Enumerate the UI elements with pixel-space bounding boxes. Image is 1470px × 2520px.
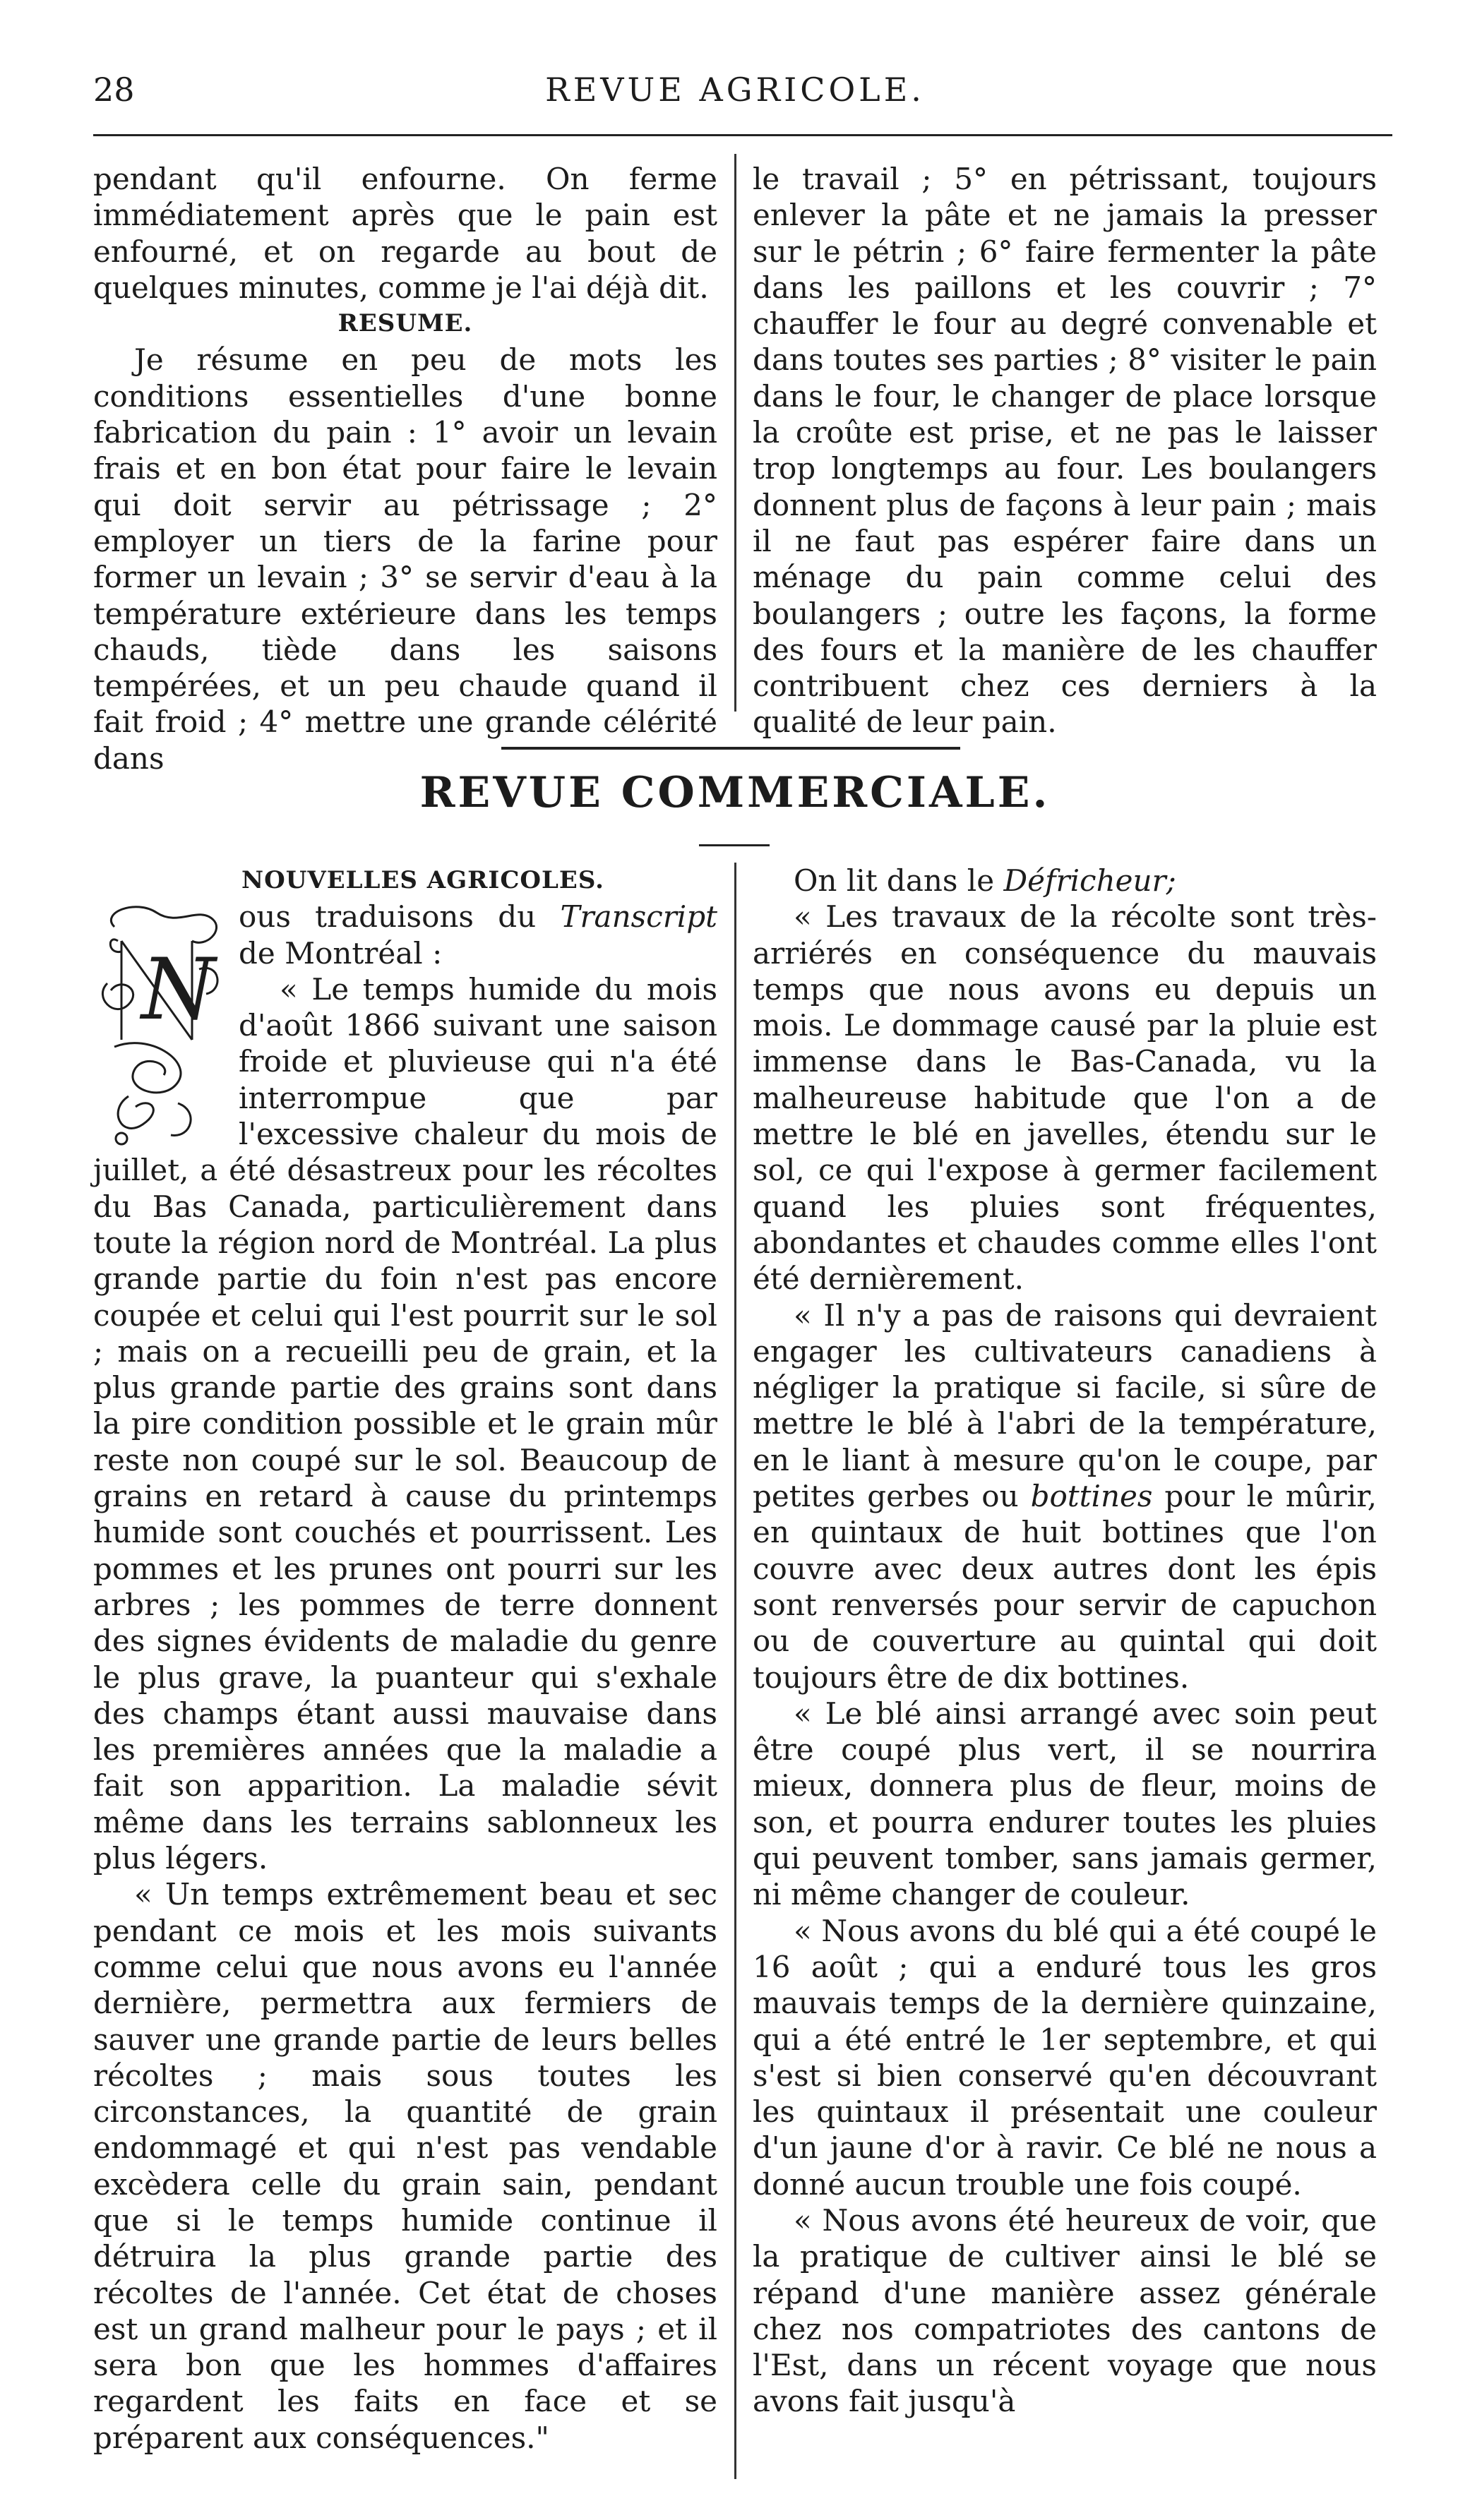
- section-title: REVUE COMMERCIALE.: [419, 768, 1051, 817]
- defricheur-paragraph-4: « Nous avons du blé qui a été coupé le 16 août ; qui a enduré tous les gros mauvais temps de la dernière quinzaine, qui a été entré le 1er septembre, et qui s'est si bien conservé qu'en découvrant les quintaux il présentait une couleur d'un jaune d'or à ravir. Ce blé ne nous a donné aucun trouble une fois coupé.: [753, 1913, 1377, 2202]
- ornamental-dropcap: [93, 899, 230, 1150]
- defricheur-paragraph-1: « Les travaux de la récolte sont très-arriérés en conséquence du mauvais temps que nous avons eu depuis un mois. Le dommage causé par la pluie est immense dans le Bas-Canada, vu la malheureuse habitude que l'on a de mettre le blé en javelles, étendu sur le sol, ce qui l'expose à germer facilement quand les pluies sont fréquentes, abondantes et chaudes comme elles l'ont été dernièrement.: [753, 899, 1377, 1297]
- page-number: 28: [93, 71, 135, 109]
- transcript-paragraph-2: « Un temps extrêmement beau et sec pendant ce mois et les mois suivants comme celui que nous avons eu l'année dernière, permettra aux fermiers de sauver une grande partie de leurs belles récoltes ; mais sous toutes les circonstances, la quantité de grain endommagé et qui n'est pas vendable excèdera celle du grain sain, pendant que si le temps humide continue il détruira la plus grande partie des récoltes de l'année. Cet état de choses est un grand malheur pour le pays ; et il sera bon que les hommes d'affaires regardent les faits en face et se préparent aux conséquences.": [93, 1877, 717, 2455]
- top-column-divider: [734, 154, 736, 712]
- defricheur-paragraph-5: « Nous avons été heureux de voir, que la pratique de cultiver ainsi le blé se répand d'une manière assez générale chez nos compatriotes des cantons de l'Est, dans un récent voyage que nous avons fait jusqu'à: [753, 2202, 1377, 2419]
- intro-line: ous traduisons du Transcript de Montréal :: [239, 899, 717, 971]
- bottom-right-column: [753, 863, 1377, 2420]
- top-right-column: [753, 161, 1377, 740]
- transcript-paragraph-1: « Le temps humide du mois d'août 1866 suivant une saison froide et pluvieuse qui n'a été interrompue que par l'excessive chaleur du mois de juillet, a été désastreux pour les récoltes du Bas Canada, particulièrement dans toute la région nord de Montréal. La plus grande partie du foin n'est pas encore coupée et celui qui l'est pourrit sur le sol ; mais on a recueilli peu de grain, et la plus grande partie des grains sont dans la pire condition possible et le grain mûr reste non coupé sur le sol. Beaucoup de grains en retard à cause du printemps humide sont couchés et pourrissent. Les pommes et les prunes ont pourri sur les arbres ; les pommes de terre donnent des signes évidents de maladie du genre le plus grave, la puanteur qui s'exhale des champs étant aussi mauvaise dans les premières années que la maladie a fait son apparition. La maladie sévit même dans les terrains sablonneux les plus légers.: [93, 971, 717, 1876]
- defricheur-paragraph-3: « Le blé ainsi arrangé avec soin peut être coupé plus vert, il se nourrira mieux, donnera plus de fleur, moins de son, et pourra endurer toutes les pluies qui peuvent tomber, sans jamais germer, ni même changer de couleur.: [753, 1696, 1377, 1912]
- defricheur-paragraph-2: « Il n'y a pas de raisons qui devraient engager les cultivateurs canadiens à négliger la pratique si facile, si sûre de mettre le blé à l'abri de la température, en le liant à mesure qu'on le coupe, par petites gerbes ou bottines pour le mûrir, en quintaux de huit bottines que l'on couvre avec deux autres dont les épis sont renversés pour servir de capuchon ou de couverture au quintal qui doit toujours être de dix bottines.: [753, 1297, 1377, 1695]
- section-short-rule: [699, 844, 770, 846]
- running-title: REVUE AGRICOLE.: [545, 71, 925, 109]
- defricheur-lead: On lit dans le Défricheur;: [794, 863, 1176, 898]
- section-rule: [501, 747, 960, 750]
- continued-paragraph: pendant qu'il enfourne. On ferme immédiatement après que le pain est enfourné, et on regarde au bout de quelques minutes, comme je l'ai déjà dit.: [93, 162, 717, 305]
- nouvelles-subhead: NOUVELLES AGRICOLES.: [241, 866, 605, 894]
- svg-text:N: N: [141, 941, 215, 1040]
- top-left-column: [93, 161, 717, 776]
- header-rule: [93, 134, 1392, 136]
- bottom-column-divider: [734, 863, 736, 2479]
- bottom-left-column: [93, 863, 717, 2456]
- resume-paragraph: Je résume en peu de mots les conditions essentielles d'une bonne fabrication du pain : 1° avoir un levain frais et en bon état pour faire le levain qui doit servir au pétrissage ; 2° employer un tiers de la farine pour former un levain ; 3° se servir d'eau à la température extérieure dans les temps chauds, tiède dans les saisons tempérées, et un peu chaude quand il fait froid ; 4° mettre une grande célérité dans: [93, 342, 717, 776]
- resume-subhead: RESUME.: [337, 309, 473, 338]
- dropcap-n-icon: [93, 899, 230, 1150]
- travail-paragraph: le travail ; 5° en pétrissant, toujours enlever la pâte et ne jamais la presser sur le pétrin ; 6° faire fermenter la pâte dans les paillons et les couvrir ; 7° chauffer le four au degré convenable et dans toutes ses parties ; 8° visiter le pain dans le four, le changer de place lorsque la croûte est prise, et ne pas le laisser trop longtemps au four. Les boulangers donnent plus de façons à leur pain ; mais il ne faut pas espérer faire dans un ménage du pain comme celui des boulangers ; outre les façons, la forme des fours et la manière de les chauffer contribuent chez ces derniers à la qualité de leur pain.: [753, 162, 1377, 740]
